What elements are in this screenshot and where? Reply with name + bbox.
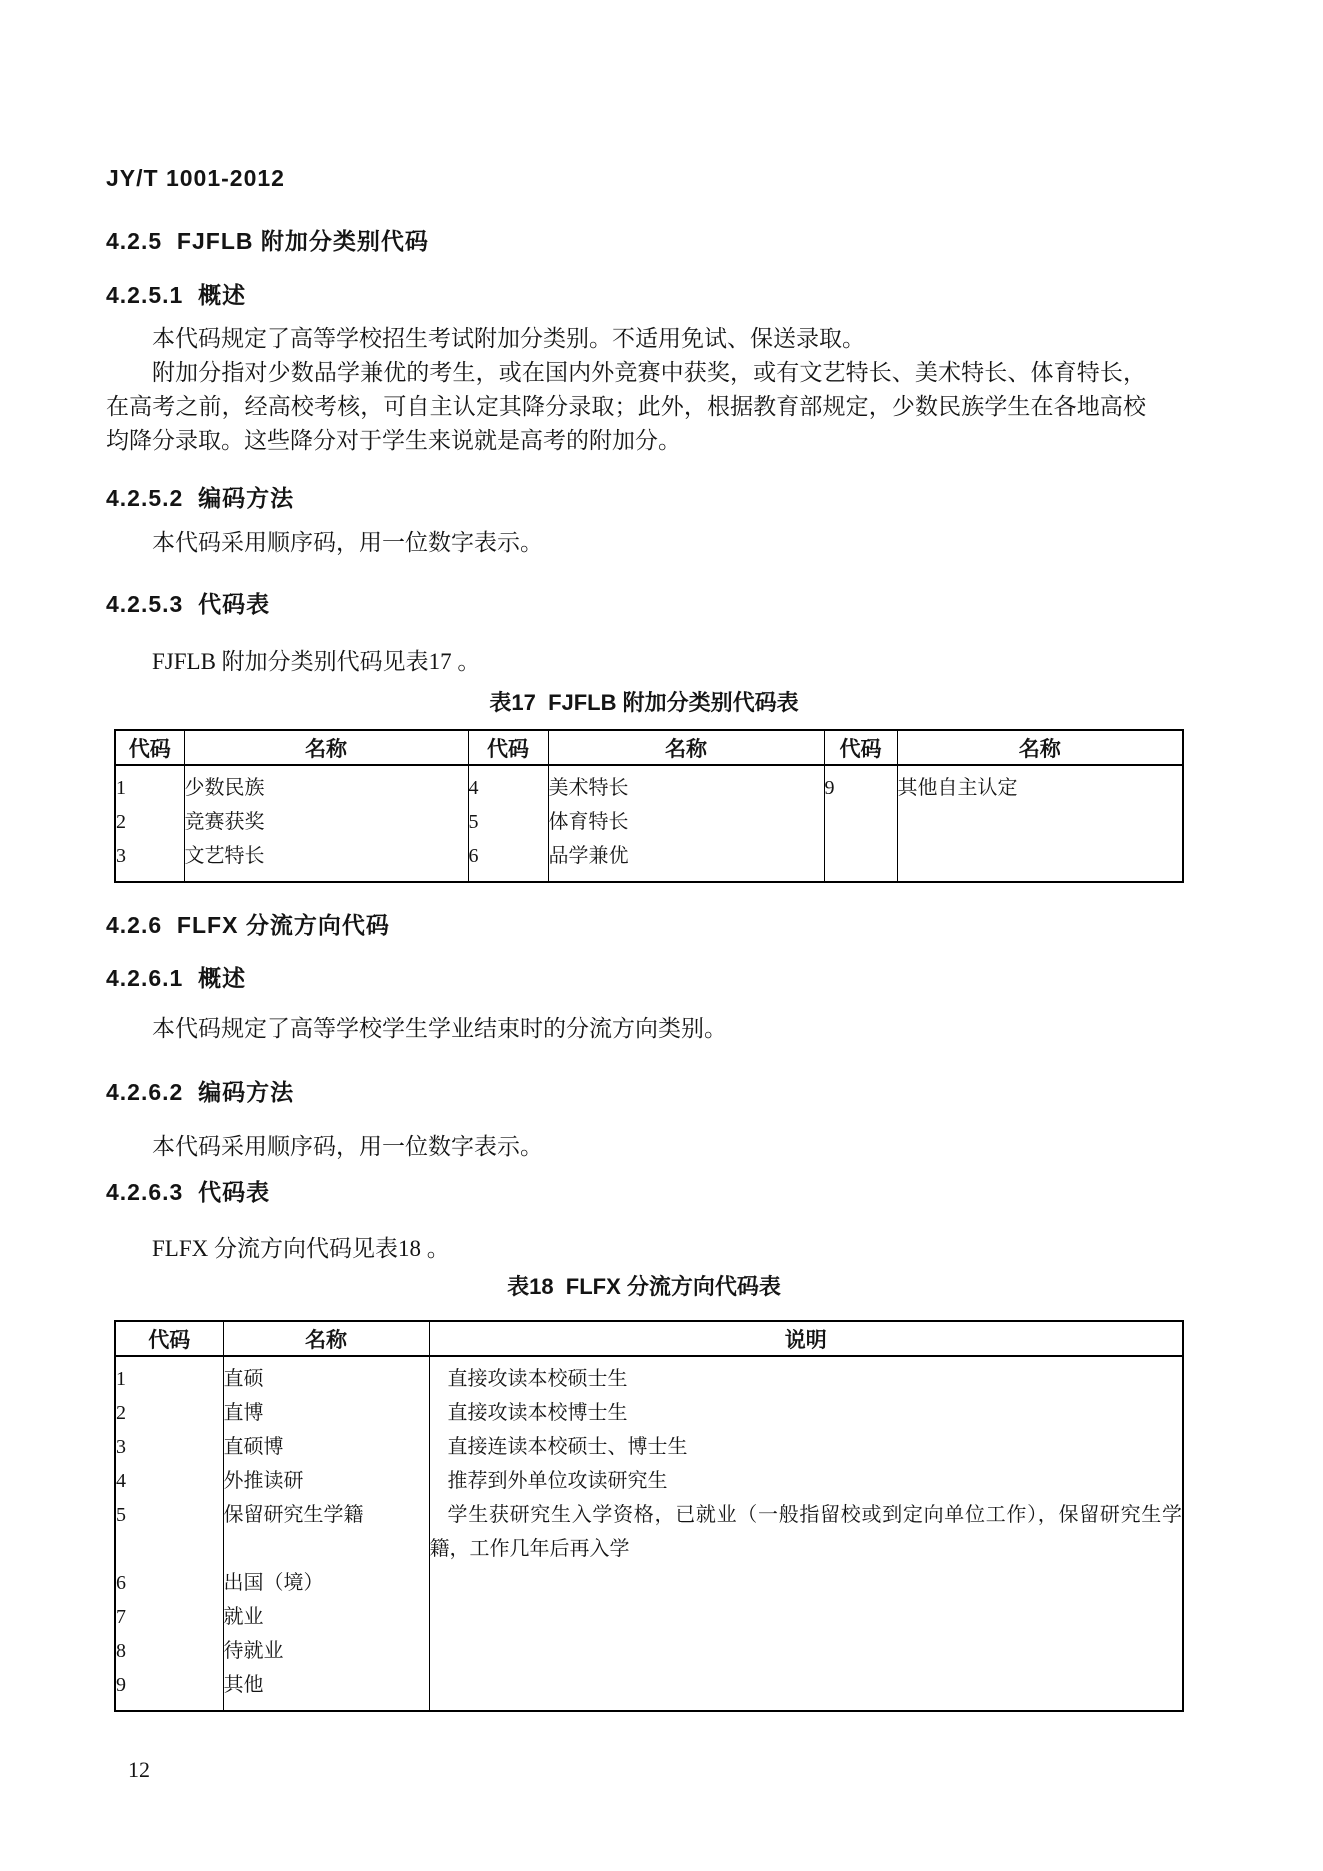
table18-header-name: 名称 [223, 1321, 429, 1356]
table17-header-code-2: 代码 [468, 730, 548, 765]
paragraph-425-overview-2: 附加分指对少数品学兼优的考生，或在国内外竞赛中获奖，或有文艺特长、美术特长、体育特长，在高考之前，经高校考核，可自主认定其降分录取；此外，根据教育部规定，少数民族学生在各地高校均降分录取。这些降分对于学生来说就是高考的附加分。 [106, 360, 1146, 453]
table17-header-code-1: 代码 [115, 730, 184, 765]
heading-4-2-6: 4.2.6 FLFX 分流方向代码 [106, 912, 390, 938]
heading-4-2-5: 4.2.5 FJFLB 附加分类别代码 [106, 228, 429, 254]
name-cell: 出国（境） [223, 1566, 429, 1600]
code-cell: 1 [115, 1356, 223, 1396]
table17-header-code-3: 代码 [824, 730, 897, 765]
code-cell: 6 [115, 1566, 223, 1600]
table-row [115, 1396, 1183, 1430]
name-cell [897, 839, 1183, 882]
desc-cell: 直接连读本校硕士、博士生 [429, 1430, 1183, 1464]
code-cell: 3 [115, 1430, 223, 1464]
desc-cell: 推荐到外单位攻读研究生 [429, 1464, 1183, 1498]
table-row [115, 805, 1183, 839]
table17-header-name-3: 名称 [897, 730, 1183, 765]
name-cell: 就业 [223, 1600, 429, 1634]
table18-header-code: 代码 [115, 1321, 223, 1356]
code-cell: 6 [468, 839, 548, 882]
heading-4-2-5-1: 4.2.5.1 概述 [106, 282, 247, 308]
name-cell: 待就业 [223, 1634, 429, 1668]
table-row [115, 1634, 1183, 1668]
table-row [115, 1566, 1183, 1600]
heading-4-2-6-1: 4.2.6.1 概述 [106, 965, 247, 991]
code-cell: 5 [468, 805, 548, 839]
table18-header-desc: 说明 [429, 1321, 1183, 1356]
name-cell [897, 805, 1183, 839]
code-cell [824, 839, 897, 882]
code-cell: 5 [115, 1498, 223, 1566]
code-cell: 9 [824, 765, 897, 805]
paragraph-425-overview-1: 本代码规定了高等学校招生考试附加分类别。不适用免试、保送录取。 [152, 326, 865, 351]
name-cell: 其他自主认定 [897, 765, 1183, 805]
name-cell: 体育特长 [548, 805, 824, 839]
table-18 [114, 1320, 1184, 1712]
table-row [115, 1600, 1183, 1634]
table17-caption: 表17 FJFLB 附加分类别代码表 [489, 690, 799, 715]
code-cell: 4 [468, 765, 548, 805]
heading-4-2-5-3: 4.2.5.3 代码表 [106, 591, 271, 617]
code-cell: 4 [115, 1464, 223, 1498]
code-cell: 9 [115, 1668, 223, 1711]
name-cell: 竞赛获奖 [184, 805, 468, 839]
desc-cell: 学生获研究生入学资格，已就业（一般指留校或到定向单位工作），保留研究生学籍，工作几年后再入学 [429, 1498, 1183, 1566]
name-cell: 少数民族 [184, 765, 468, 805]
code-cell: 7 [115, 1600, 223, 1634]
paragraph-425-see-table17: FJFLB 附加分类别代码见表17 。 [152, 649, 481, 674]
table18-caption: 表18 FLFX 分流方向代码表 [507, 1274, 781, 1299]
table17-header-name-1: 名称 [184, 730, 468, 765]
paragraph-426-overview: 本代码规定了高等学校学生学业结束时的分流方向类别。 [152, 1016, 727, 1041]
code-cell: 2 [115, 1396, 223, 1430]
desc-cell [429, 1600, 1183, 1634]
name-cell: 直博 [223, 1396, 429, 1430]
table-row [115, 765, 1183, 805]
name-cell: 文艺特长 [184, 839, 468, 882]
table-row [115, 839, 1183, 882]
code-cell [824, 805, 897, 839]
desc-cell [429, 1668, 1183, 1711]
table-row [115, 1464, 1183, 1498]
table-row [115, 1356, 1183, 1396]
table-17 [114, 729, 1184, 883]
name-cell: 直硕 [223, 1356, 429, 1396]
heading-4-2-5-2: 4.2.5.2 编码方法 [106, 485, 295, 511]
heading-4-2-6-3: 4.2.6.3 代码表 [106, 1179, 271, 1205]
desc-cell [429, 1566, 1183, 1600]
table-row [115, 1498, 1183, 1566]
code-cell: 8 [115, 1634, 223, 1668]
doc-number: JY/T 1001-2012 [106, 165, 285, 191]
name-cell: 品学兼优 [548, 839, 824, 882]
name-cell: 其他 [223, 1668, 429, 1711]
table18-header-row [115, 1321, 1183, 1356]
paragraph-426-coding-method: 本代码采用顺序码，用一位数字表示。 [152, 1134, 543, 1159]
code-cell: 2 [115, 805, 184, 839]
desc-cell [429, 1634, 1183, 1668]
table-row [115, 1668, 1183, 1711]
name-cell: 直硕博 [223, 1430, 429, 1464]
desc-cell: 直接攻读本校博士生 [429, 1396, 1183, 1430]
name-cell: 美术特长 [548, 765, 824, 805]
code-cell: 3 [115, 839, 184, 882]
table17-header-name-2: 名称 [548, 730, 824, 765]
table17-header-row [115, 730, 1183, 765]
heading-4-2-6-2: 4.2.6.2 编码方法 [106, 1079, 295, 1105]
paragraph-425-coding-method: 本代码采用顺序码，用一位数字表示。 [152, 530, 543, 555]
page-number: 12 [128, 1757, 150, 1782]
desc-cell: 直接攻读本校硕士生 [429, 1356, 1183, 1396]
name-cell: 保留研究生学籍 [223, 1498, 429, 1566]
paragraph-426-see-table18: FLFX 分流方向代码见表18 。 [152, 1236, 450, 1261]
name-cell: 外推读研 [223, 1464, 429, 1498]
table-row [115, 1430, 1183, 1464]
code-cell: 1 [115, 765, 184, 805]
